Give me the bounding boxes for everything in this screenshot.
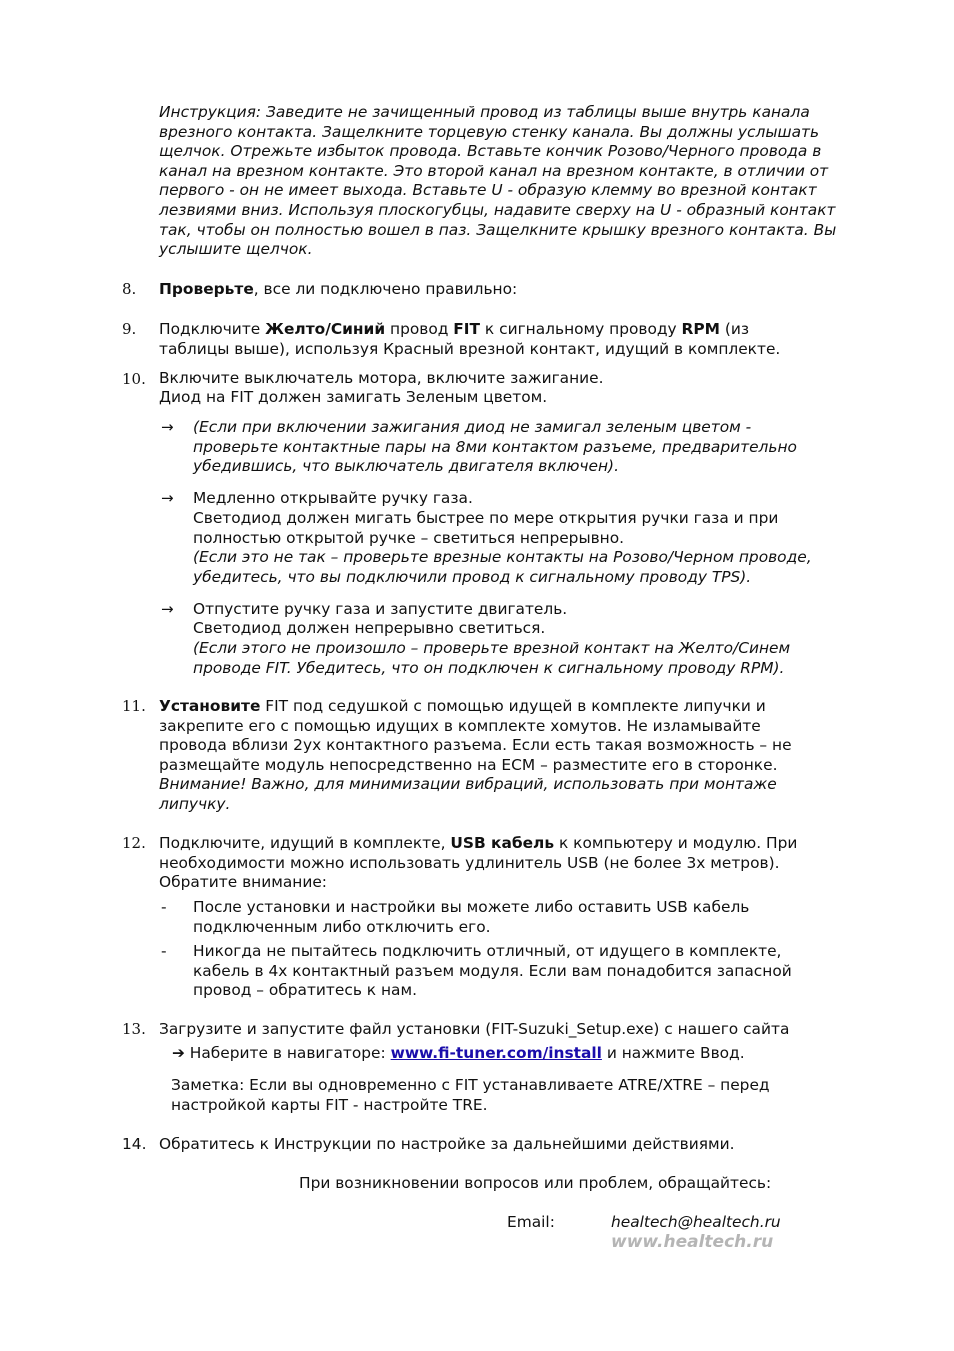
step-number: 13. [122,1020,146,1038]
step-9-b1: Желто/Синий [265,320,386,338]
step-9-t3: к сигнальному проводу [480,320,682,338]
step-8-bold: Проверьте [159,280,254,298]
arrow-icon: ➔ [172,1044,185,1062]
step-9-t1: Подключите [159,320,266,338]
step-10-sub2-line1: Медленно открывайте ручку газа. [193,489,473,507]
step-11-rest: FIT под седушкой с помощью идущей в комплекте липучки и закрепите его с помощью идущих в комплекте хомутов. Не изламывайте провода вблизи 2ух контактного разъема. Если есть такая возможность – не размещайте модуль непосредственно на ECM – разместите его в сторонке. [159,697,792,774]
step-9-t4: (из таблицы выше), используя Красный врезной контакт, идущий в комплекте. [159,320,781,358]
step-13-text: Загрузите и запустите файл установки (FIT-Suzuki_Setup.exe) с нашего сайта [159,1020,790,1038]
step-12-bullet-2: Никогда не пытайтесь подключить отличный, от идущего в комплекте, кабель в 4х контактный разъем модуля. Если вам понадобится запасной провод – обратитесь к нам. [193,942,792,1000]
step-10-sub3-line1: Отпустите ручку газа и запустите двигатель. [193,600,568,618]
step-11-note: Внимание! Важно, для минимизации вибраций, использовать при монтаже липучку. [159,775,777,813]
dash-bullet: - [161,898,167,916]
step-10-sub3-line2: Светодиод должен непрерывно светиться. [193,619,546,637]
step-9-b2: FIT [453,320,481,338]
email-address[interactable]: healtech@healtech.ru [611,1213,781,1231]
step-number: 14. [122,1135,147,1153]
step-12-t2: к компьютеру и модулю. При необходимости можно использовать удлинитель USB (не более 3х метров). Обратите внимание: [159,834,798,892]
step-10-sub1: (Если при включении зажигания диод не замигал зеленым цветом - проверьте контактные пары на 8ми контактом разъеме, предварительно убедившись, что выключатель двигателя включен). [193,418,797,476]
email-label: Email: [507,1213,555,1231]
step-10-sub2-line3: (Если это не так – проверьте врезные контакты на Розово/Черном проводе, убедитесь, что вы подключили провод к сигнальному проводу TPS). [193,548,812,586]
step-13-nav-post: и нажмите Ввод. [601,1044,745,1062]
arrow-icon: → [161,418,174,436]
step-13-note: Заметка: Если вы одновременно с FIT устанавливаете ATRE/XTRE – перед настройкой карты FIT - настройте TRE. [171,1076,770,1114]
website-link[interactable]: www.healtech.ru [611,1232,774,1252]
intro-paragraph: Инструкция: Заведите не зачищенный провод из таблицы выше внутрь канала врезного контакта. Защелкните торцевую стенку канала. Вы должны услышать щелчок. Отрежьте избыток провода. Вставьте кончик Розово/Черного провода в канал на врезном контакте. Это второй канал на врезном контакте, в отличии от первого - он не имеет выхода. Вставьте U - образую клемму во врезной контакт лезвиями вниз. Используя плоскогубцы, надавите сверху на U - образный контакт так, чтобы он полностью вошел в паз. Защелкните крышку врезного контакта. Вы услышите щелчок. [159,103,837,259]
step-13-nav-line [172,1044,852,1064]
step-number: 12. [122,834,146,852]
step-12-text [159,834,819,893]
step-number: 11. [122,697,146,715]
step-9-text [159,320,819,359]
step-14-text: Обратитесь к Инструкции по настройке за дальнейшими действиями. [159,1135,735,1153]
step-11-bold: Установите [159,697,261,715]
step-10-line1: Включите выключатель мотора, включите зажигание. [159,369,604,387]
step-number: 9. [122,320,137,338]
step-12-bold: USB кабель [450,834,555,852]
step-10-sub3-line3: (Если этого не произошло – проверьте врезной контакт на Желто/Синем проводе FIT. Убедитесь, что он подключен к сигнальному проводу RPM). [193,639,791,677]
step-10-line2: Диод на FIT должен замигать Зеленым цветом. [159,388,548,406]
arrow-icon: → [161,600,174,618]
dash-bullet: - [161,942,167,960]
step-number: 8. [122,280,137,298]
step-8-rest: , все ли подключено правильно: [253,280,518,298]
step-12-bullet-1: После установки и настройки вы можете либо оставить USB кабель подключенным либо отключить его. [193,898,750,936]
step-8-text [159,280,849,300]
arrow-icon: → [161,489,174,507]
step-number: 10. [122,370,146,388]
step-13-nav-pre: Наберите в навигаторе: [184,1044,391,1062]
step-10-sub2-line2: Светодиод должен мигать быстрее по мере открытия ручки газа и при полностью открытой ручке – светиться непрерывно. [193,509,779,547]
contact-line: При возникновении вопросов или проблем, обращайтесь: [299,1174,772,1192]
step-9-b3: RPM [681,320,720,338]
install-link[interactable]: www.fi-tuner.com/install [390,1044,602,1062]
step-11-text [159,697,807,775]
step-12-t1: Подключите, идущий в комплекте, [159,834,451,852]
step-9-t2: провод [385,320,454,338]
